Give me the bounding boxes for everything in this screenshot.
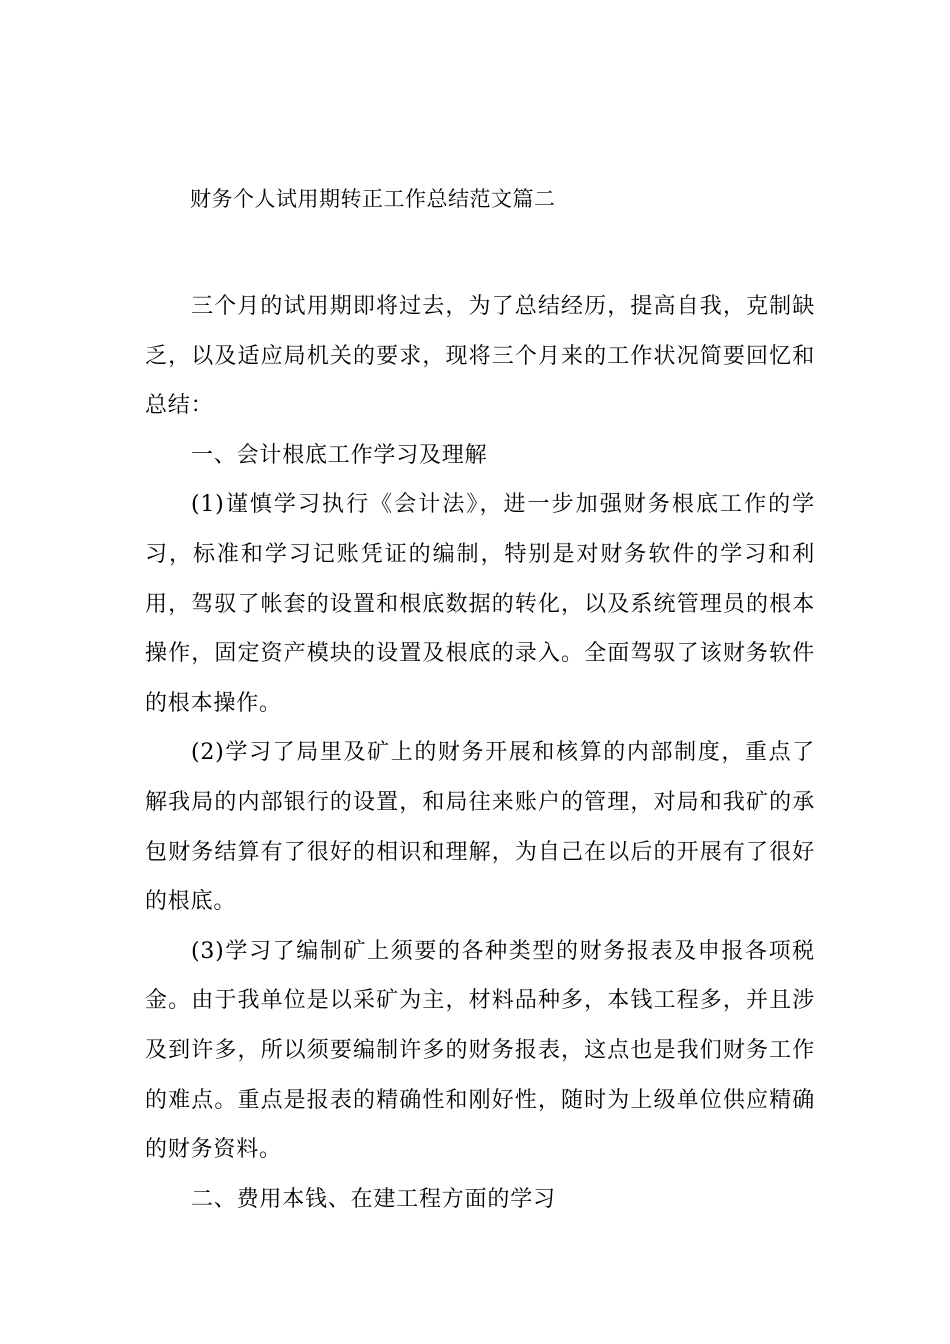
item-paragraph-3: (3)学习了编制矿上须要的各种类型的财务报表及申报各项税金。由于我单位是以采矿为主，材料品种多，本钱工程多，并且涉及到许多，所以须要编制许多的财务报表，这点也是我们财务工作的难点。重点是报表的精确性和刚好性，随时为上级单位供应精确的财务资料。 [145,938,815,1163]
item-paragraph-1: (1)谨慎学习执行《会计法》，进一步加强财务根底工作的学习，标准和学习记账凭证的编制，特别是对财务软件的学习和利用，驾驭了帐套的设置和根底数据的转化，以及系统管理员的根本操作，固定资产模块的设置及根底的录入。全面驾驭了该财务软件的根本操作。 [145,492,815,716]
document-body [145,282,815,1224]
intro-paragraph: 三个月的试用期即将过去，为了总结经历，提高自我，克制缺乏，以及适应局机关的要求，现将三个月来的工作状况简要回忆和总结： [145,294,815,419]
section-heading-1: 一、会计根底工作学习及理解 [191,442,488,468]
document-title: 财务个人试用期转正工作总结范文篇二 [190,187,556,211]
section-heading-2: 二、费用本钱、在建工程方面的学习 [191,1186,556,1212]
item-paragraph-2: (2)学习了局里及矿上的财务开展和核算的内部制度，重点了解我局的内部银行的设置，和局往来账户的管理，对局和我矿的承包财务结算有了很好的相识和理解，为自己在以后的开展有了很好的根底。 [145,740,815,915]
